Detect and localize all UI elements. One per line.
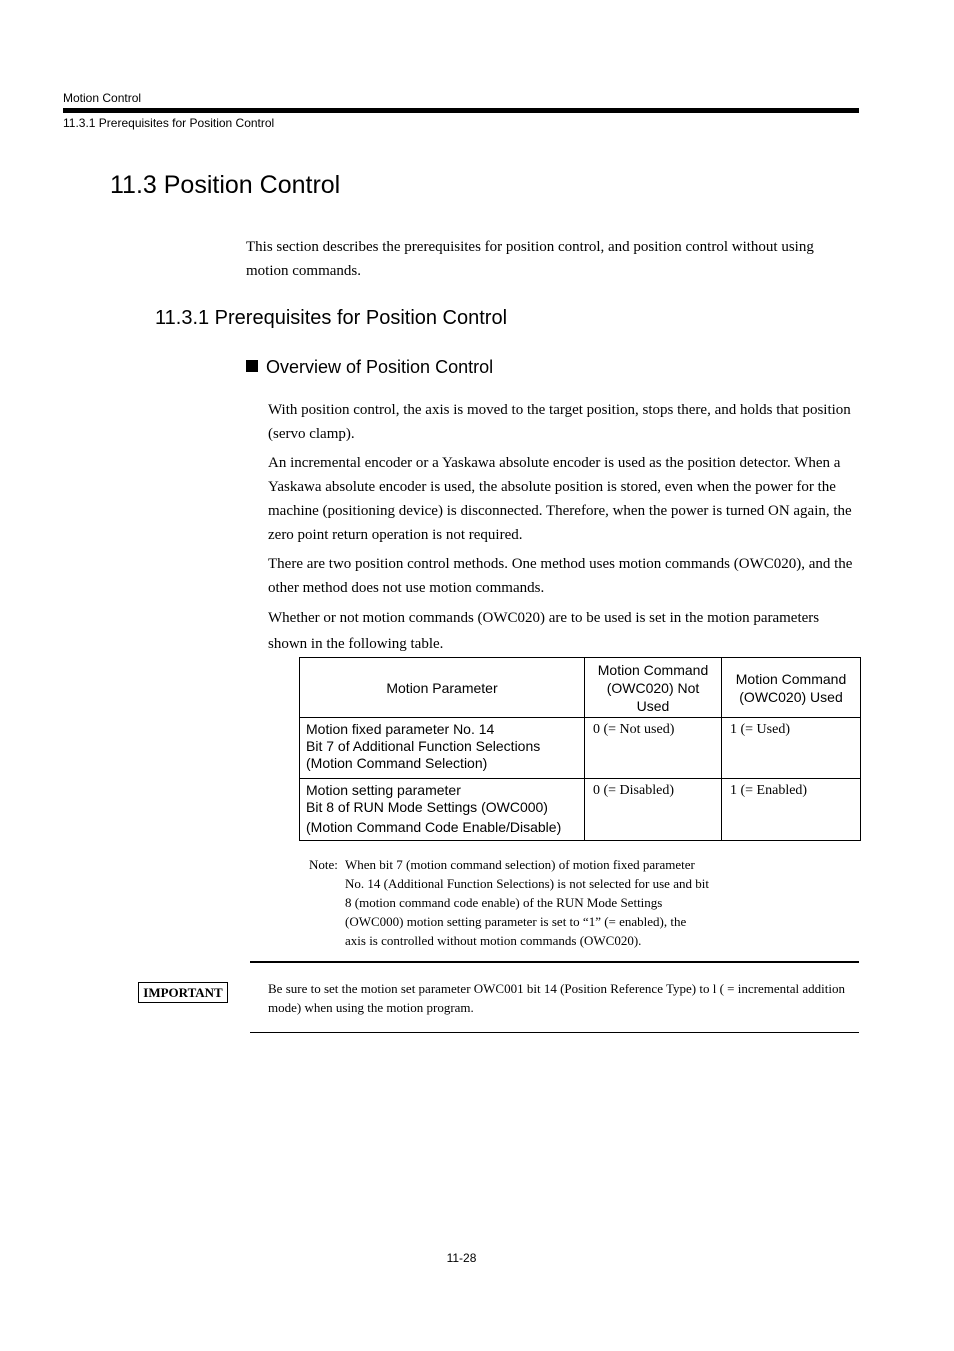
overview-heading bbox=[246, 357, 493, 378]
table-header-cell: Motion Parameter bbox=[300, 658, 585, 718]
table-cell-not-used: 0 (= Disabled) bbox=[585, 779, 722, 841]
table-cell-not-used: 0 (= Not used) bbox=[585, 718, 722, 779]
table-note bbox=[309, 855, 749, 950]
section-intro: This section describes the prerequisites for position control, and position control without using motion commands. bbox=[246, 239, 814, 279]
table-cell-used: 1 (= Enabled) bbox=[722, 779, 861, 841]
parameter-line: (Motion Command Code Enable/Disable) bbox=[306, 819, 562, 835]
paragraph-table-intro: Whether or not motion commands (OWC020) are to be used is set in the motion parameters shown in the following table. bbox=[268, 610, 820, 652]
header-rule bbox=[63, 108, 859, 113]
note-line: 8 (motion command code enable) of the RUN Mode Settings bbox=[345, 895, 663, 910]
table-cell-parameter bbox=[300, 779, 585, 841]
important-bottom-rule bbox=[250, 1032, 859, 1033]
note-line: axis is controlled without motion commands (OWC020). bbox=[345, 933, 642, 948]
table-row bbox=[300, 779, 861, 841]
note-label: Note: bbox=[309, 857, 338, 872]
running-header-chapter: Motion Control bbox=[63, 91, 142, 105]
table-header-cell: Motion Command (OWC020) Used bbox=[722, 658, 861, 718]
parameter-line: Bit 8 of RUN Mode Settings (OWC000) bbox=[306, 799, 548, 815]
important-badge: IMPORTANT bbox=[138, 982, 228, 1003]
section-title: 11.3 Position Control bbox=[110, 171, 341, 199]
motion-parameter-table bbox=[299, 657, 861, 841]
parameter-line: Bit 7 of Additional Function Selections bbox=[306, 738, 541, 754]
paragraph-methods: There are two position control methods. One method uses motion commands (OWC020), and the other method does not use motion commands. bbox=[268, 556, 853, 596]
table-row bbox=[300, 718, 861, 779]
square-bullet-icon bbox=[246, 360, 258, 372]
parameter-line: (Motion Command Selection) bbox=[306, 755, 488, 771]
parameter-line: Motion setting parameter bbox=[306, 782, 461, 798]
table-header-cell: Motion Command (OWC020) Not Used bbox=[585, 658, 722, 718]
important-top-rule bbox=[250, 961, 859, 963]
page-number: 11-28 bbox=[446, 1251, 477, 1265]
running-header-subsection: 11.3.1 Prerequisites for Position Control bbox=[63, 116, 275, 130]
table-cell-used: 1 (= Used) bbox=[722, 718, 861, 779]
table-header-row bbox=[300, 658, 861, 718]
important-text: Be sure to set the motion set parameter OWC001 bit 14 (Position Reference Type) to l ( = incremental addition mode) when using the motion program. bbox=[268, 981, 845, 1015]
note-line: When bit 7 (motion command selection) of motion fixed parameter bbox=[345, 857, 695, 872]
overview-heading-text: Overview of Position Control bbox=[266, 357, 494, 377]
table-cell-parameter bbox=[300, 718, 585, 779]
note-line: (OWC000) motion setting parameter is set to “1” (= enabled), the bbox=[345, 914, 687, 929]
paragraph-encoder: An incremental encoder or a Yaskawa absolute encoder is used as the position detector. When a Yaskawa absolute encoder is used, the absolute position is stored, even when the power for the machine (positioning device) is disconnected. Therefore, when the power is turned ON again, the zero point return operation is not required. bbox=[268, 455, 852, 543]
parameter-line: Motion fixed parameter No. 14 bbox=[306, 721, 495, 737]
paragraph-position-control: With position control, the axis is moved to the target position, stops there, and holds that position (servo clamp). bbox=[268, 402, 851, 442]
note-line: No. 14 (Additional Function Selections) is not selected for use and bit bbox=[345, 876, 709, 891]
note-body bbox=[345, 855, 749, 950]
subsection-title: 11.3.1 Prerequisites for Position Control bbox=[155, 307, 508, 329]
